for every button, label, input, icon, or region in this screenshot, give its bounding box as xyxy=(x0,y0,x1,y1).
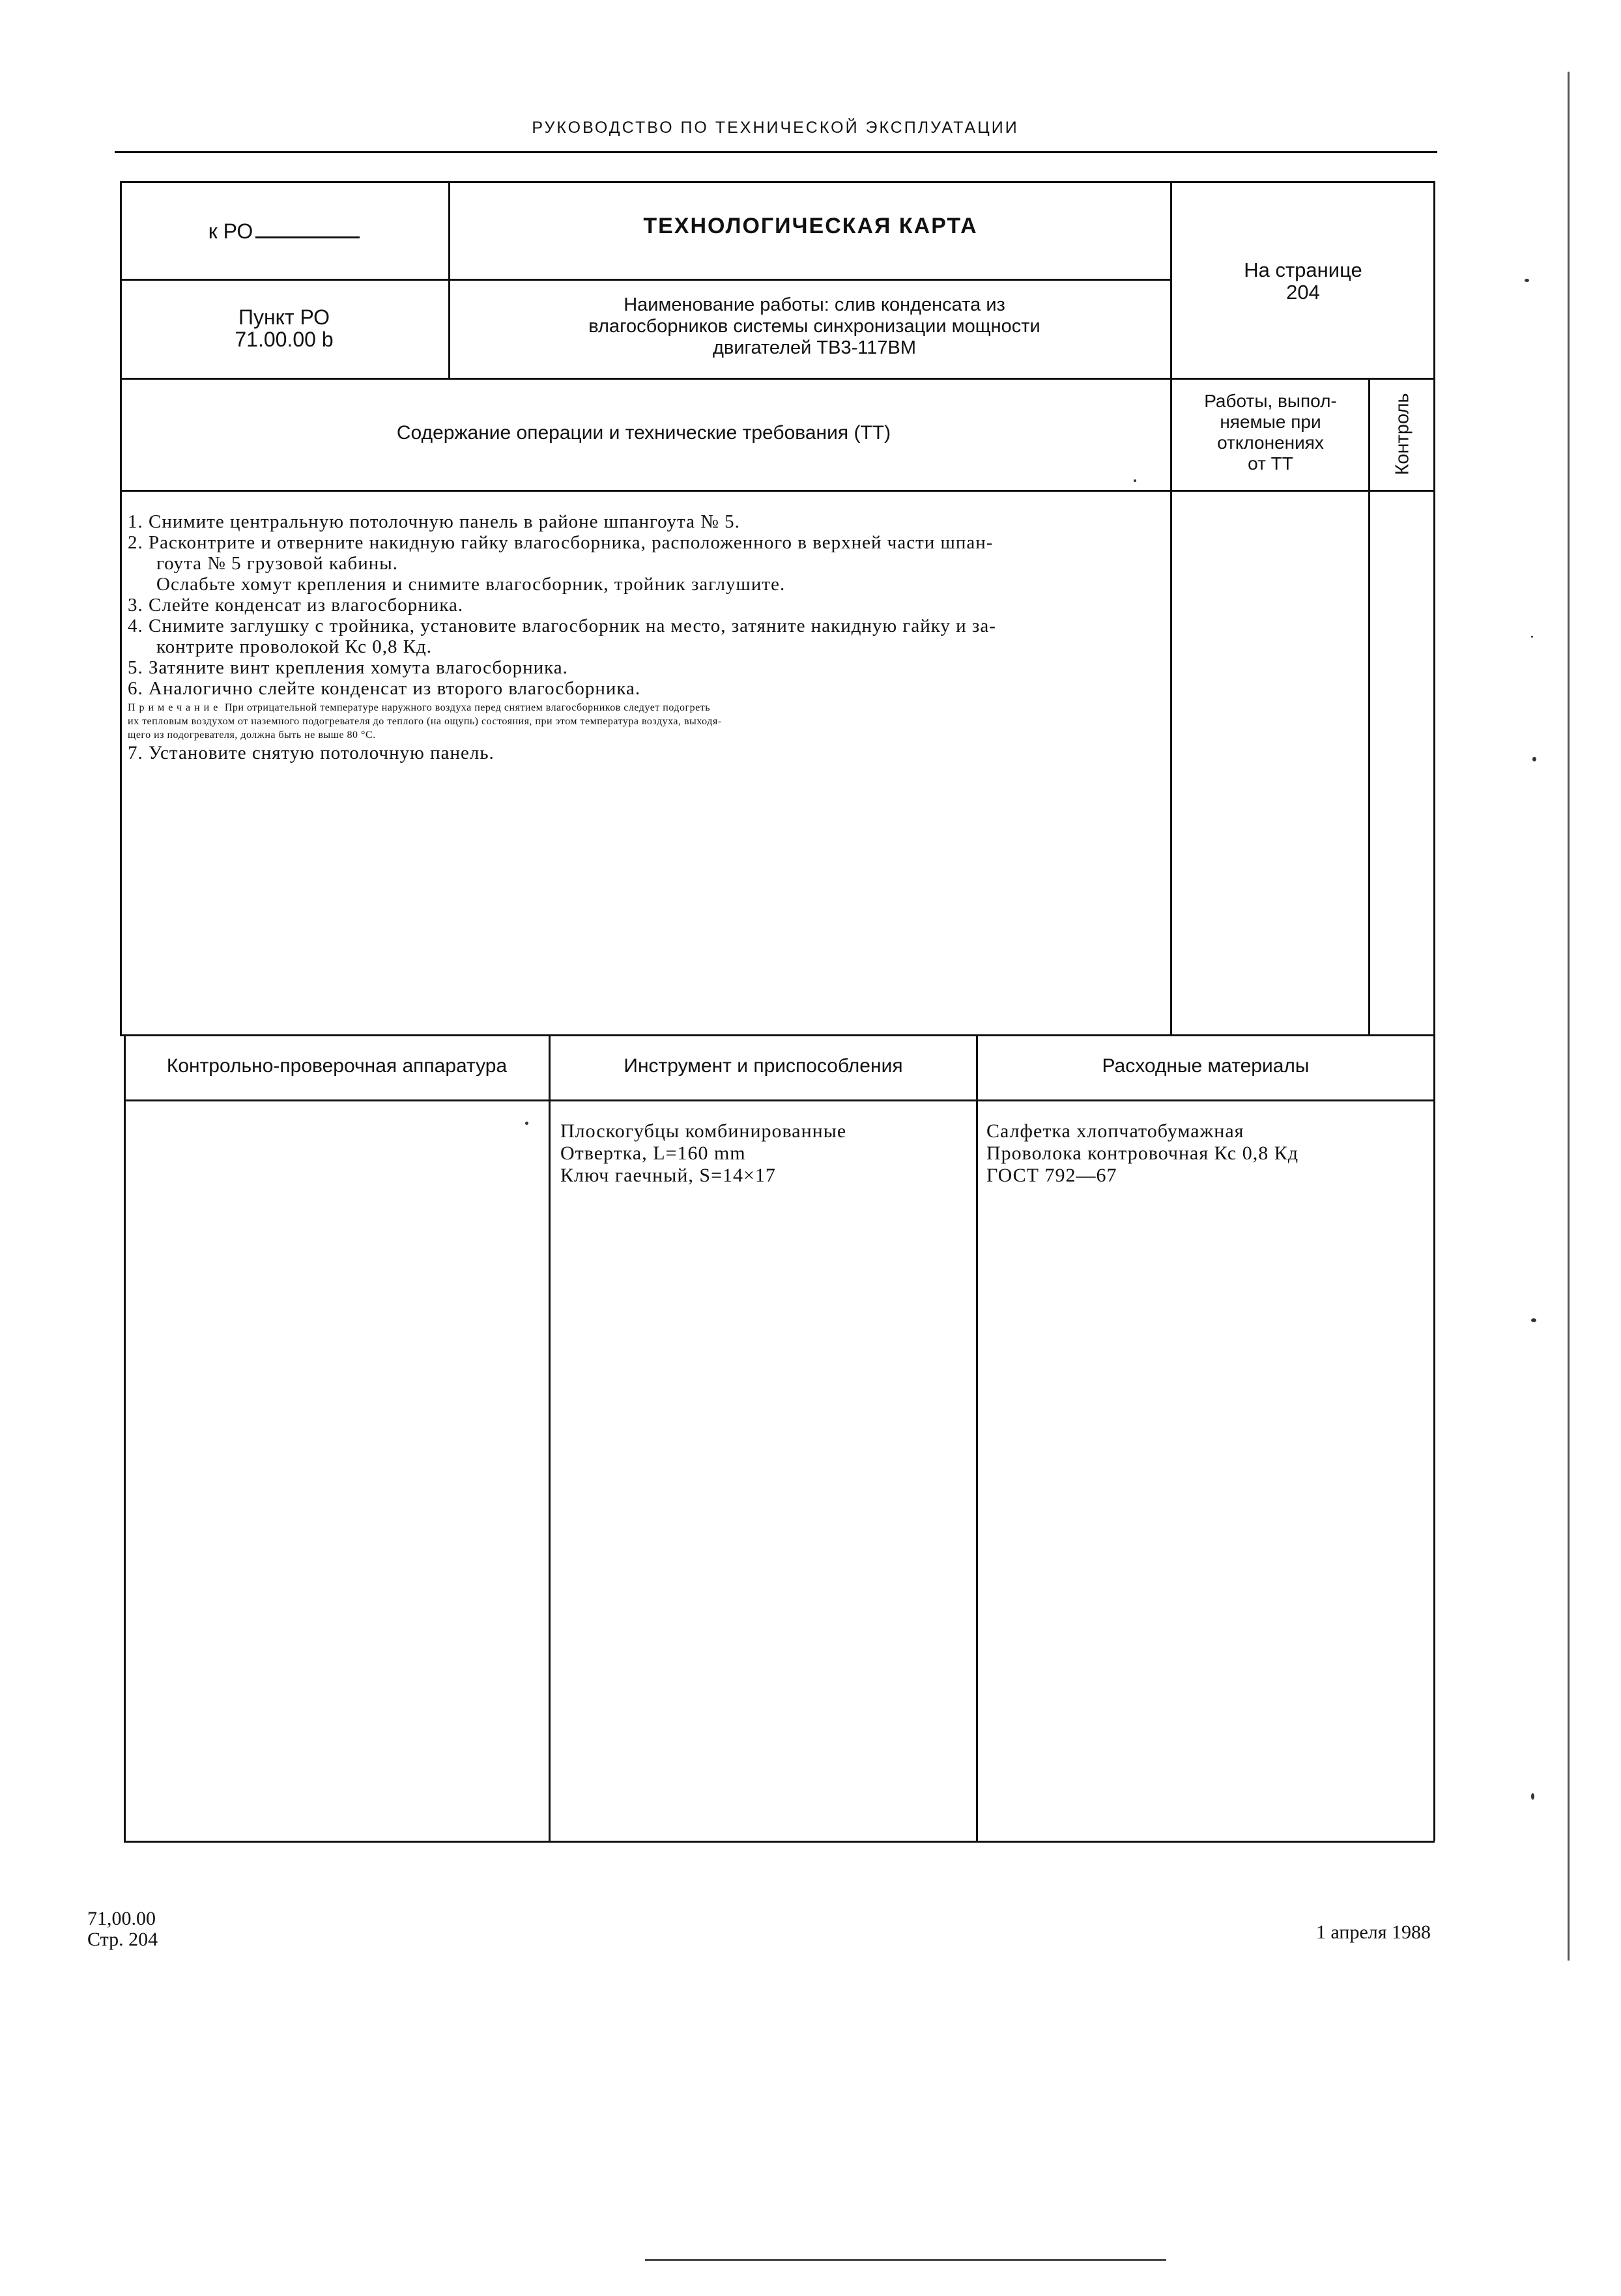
note-text: щего из подогревателя, должна быть не выше 80 °С. xyxy=(128,730,376,741)
footer-page-number: Стр. 204 xyxy=(87,1929,158,1950)
materials-list xyxy=(986,1120,1429,1187)
note-text: их тепловым воздухом от наземного подогревателя до теплого (на ощупь) состояния, при этом температура воздуха, выходя- xyxy=(128,716,722,727)
deviations-header xyxy=(1173,391,1368,474)
control-label: Контроль xyxy=(1392,393,1413,475)
material-item: ГОСТ 792—67 xyxy=(986,1165,1117,1186)
step-2-cont: Ослабьте хомут крепления и снимите влагосборник, тройник заглушите. xyxy=(156,574,786,595)
footer-section-number: 71,00.00 xyxy=(87,1908,156,1929)
tool-item: Отвертка, L=160 mm xyxy=(560,1142,746,1164)
work-name-line: Наименование работы: слив конденсата из xyxy=(624,294,1005,315)
footer-date: 1 апреля 1988 xyxy=(1316,1921,1431,1943)
step-6: 6. Аналогично слейте конденсат из второго влагосборника. xyxy=(128,678,641,699)
punkt-cell xyxy=(121,306,447,350)
col-header-tools: Инструмент и приспособления xyxy=(624,1055,903,1077)
step-4-cont: контрите проволокой Кс 0,8 Кд. xyxy=(156,636,433,657)
punkt-value: 71.00.00 b xyxy=(235,328,334,351)
punkt-label: Пункт РО xyxy=(238,305,330,329)
step-2-cont: гоута № 5 грузовой кабины. xyxy=(156,553,398,574)
note-text: При отрицательной температуре наружного воздуха перед снятием влагосборников следует подогреть xyxy=(222,702,710,713)
step-1: 1. Снимите центральную потолочную панель в районе шпангоута № 5. xyxy=(128,511,740,532)
control-header xyxy=(1373,382,1432,486)
tool-item: Ключ гаечный, S=14×17 xyxy=(560,1165,776,1186)
step-3: 3. Слейте конденсат из влагосборника. xyxy=(128,595,464,616)
on-page-cell xyxy=(1173,259,1433,304)
deviations-line: отклонениях xyxy=(1217,432,1324,453)
note xyxy=(128,702,1164,714)
material-item: Проволока контровочная Кс 0,8 Кд xyxy=(986,1142,1299,1164)
note-label: Примечание xyxy=(128,702,222,713)
card-title: ТЕХНОЛОГИЧЕСКАЯ КАРТА xyxy=(643,214,978,238)
k-po-field xyxy=(121,220,447,242)
col-header-materials: Расходные материалы xyxy=(1102,1055,1310,1077)
header-rule xyxy=(115,151,1437,153)
deviations-line: от ТТ xyxy=(1248,453,1293,474)
on-page-label: На странице xyxy=(1244,259,1362,281)
work-name xyxy=(534,294,1095,359)
running-title: РУКОВОДСТВО ПО ТЕХНИЧЕСКОЙ ЭКСПЛУАТАЦИИ xyxy=(532,119,1019,137)
k-po-label: к РО xyxy=(208,220,253,243)
step-7: 7. Установите снятую потолочную панель. xyxy=(128,743,495,763)
step-5: 5. Затяните винт крепления хомута влагосборника. xyxy=(128,657,568,678)
tools-list xyxy=(560,1120,971,1187)
operation-steps xyxy=(128,511,1164,763)
deviations-line: Работы, выпол- xyxy=(1204,391,1337,411)
step-4: 4. Снимите заглушку с тройника, установите влагосборник на место, затяните накидную гайку и за- xyxy=(128,616,996,636)
work-name-line: двигателей ТВ3-117ВМ xyxy=(713,337,916,358)
deviations-line: няемые при xyxy=(1220,412,1321,432)
work-name-line: влагосборников системы синхронизации мощности xyxy=(588,316,1040,337)
tool-item: Плоскогубцы комбинированные xyxy=(560,1120,847,1142)
footer-section xyxy=(87,1908,158,1950)
content-header: Содержание операции и технические требования (ТТ) xyxy=(396,422,891,444)
material-item: Салфетка хлопчатобумажная xyxy=(986,1120,1244,1142)
on-page-value: 204 xyxy=(1286,281,1320,304)
k-po-blank xyxy=(255,222,360,238)
step-2: 2. Расконтрите и отверните накидную гайку влагосборника, расположенного в верхней части шпан- xyxy=(128,532,994,553)
col-header-equipment: Контрольно-проверочная аппаратура xyxy=(166,1055,508,1077)
